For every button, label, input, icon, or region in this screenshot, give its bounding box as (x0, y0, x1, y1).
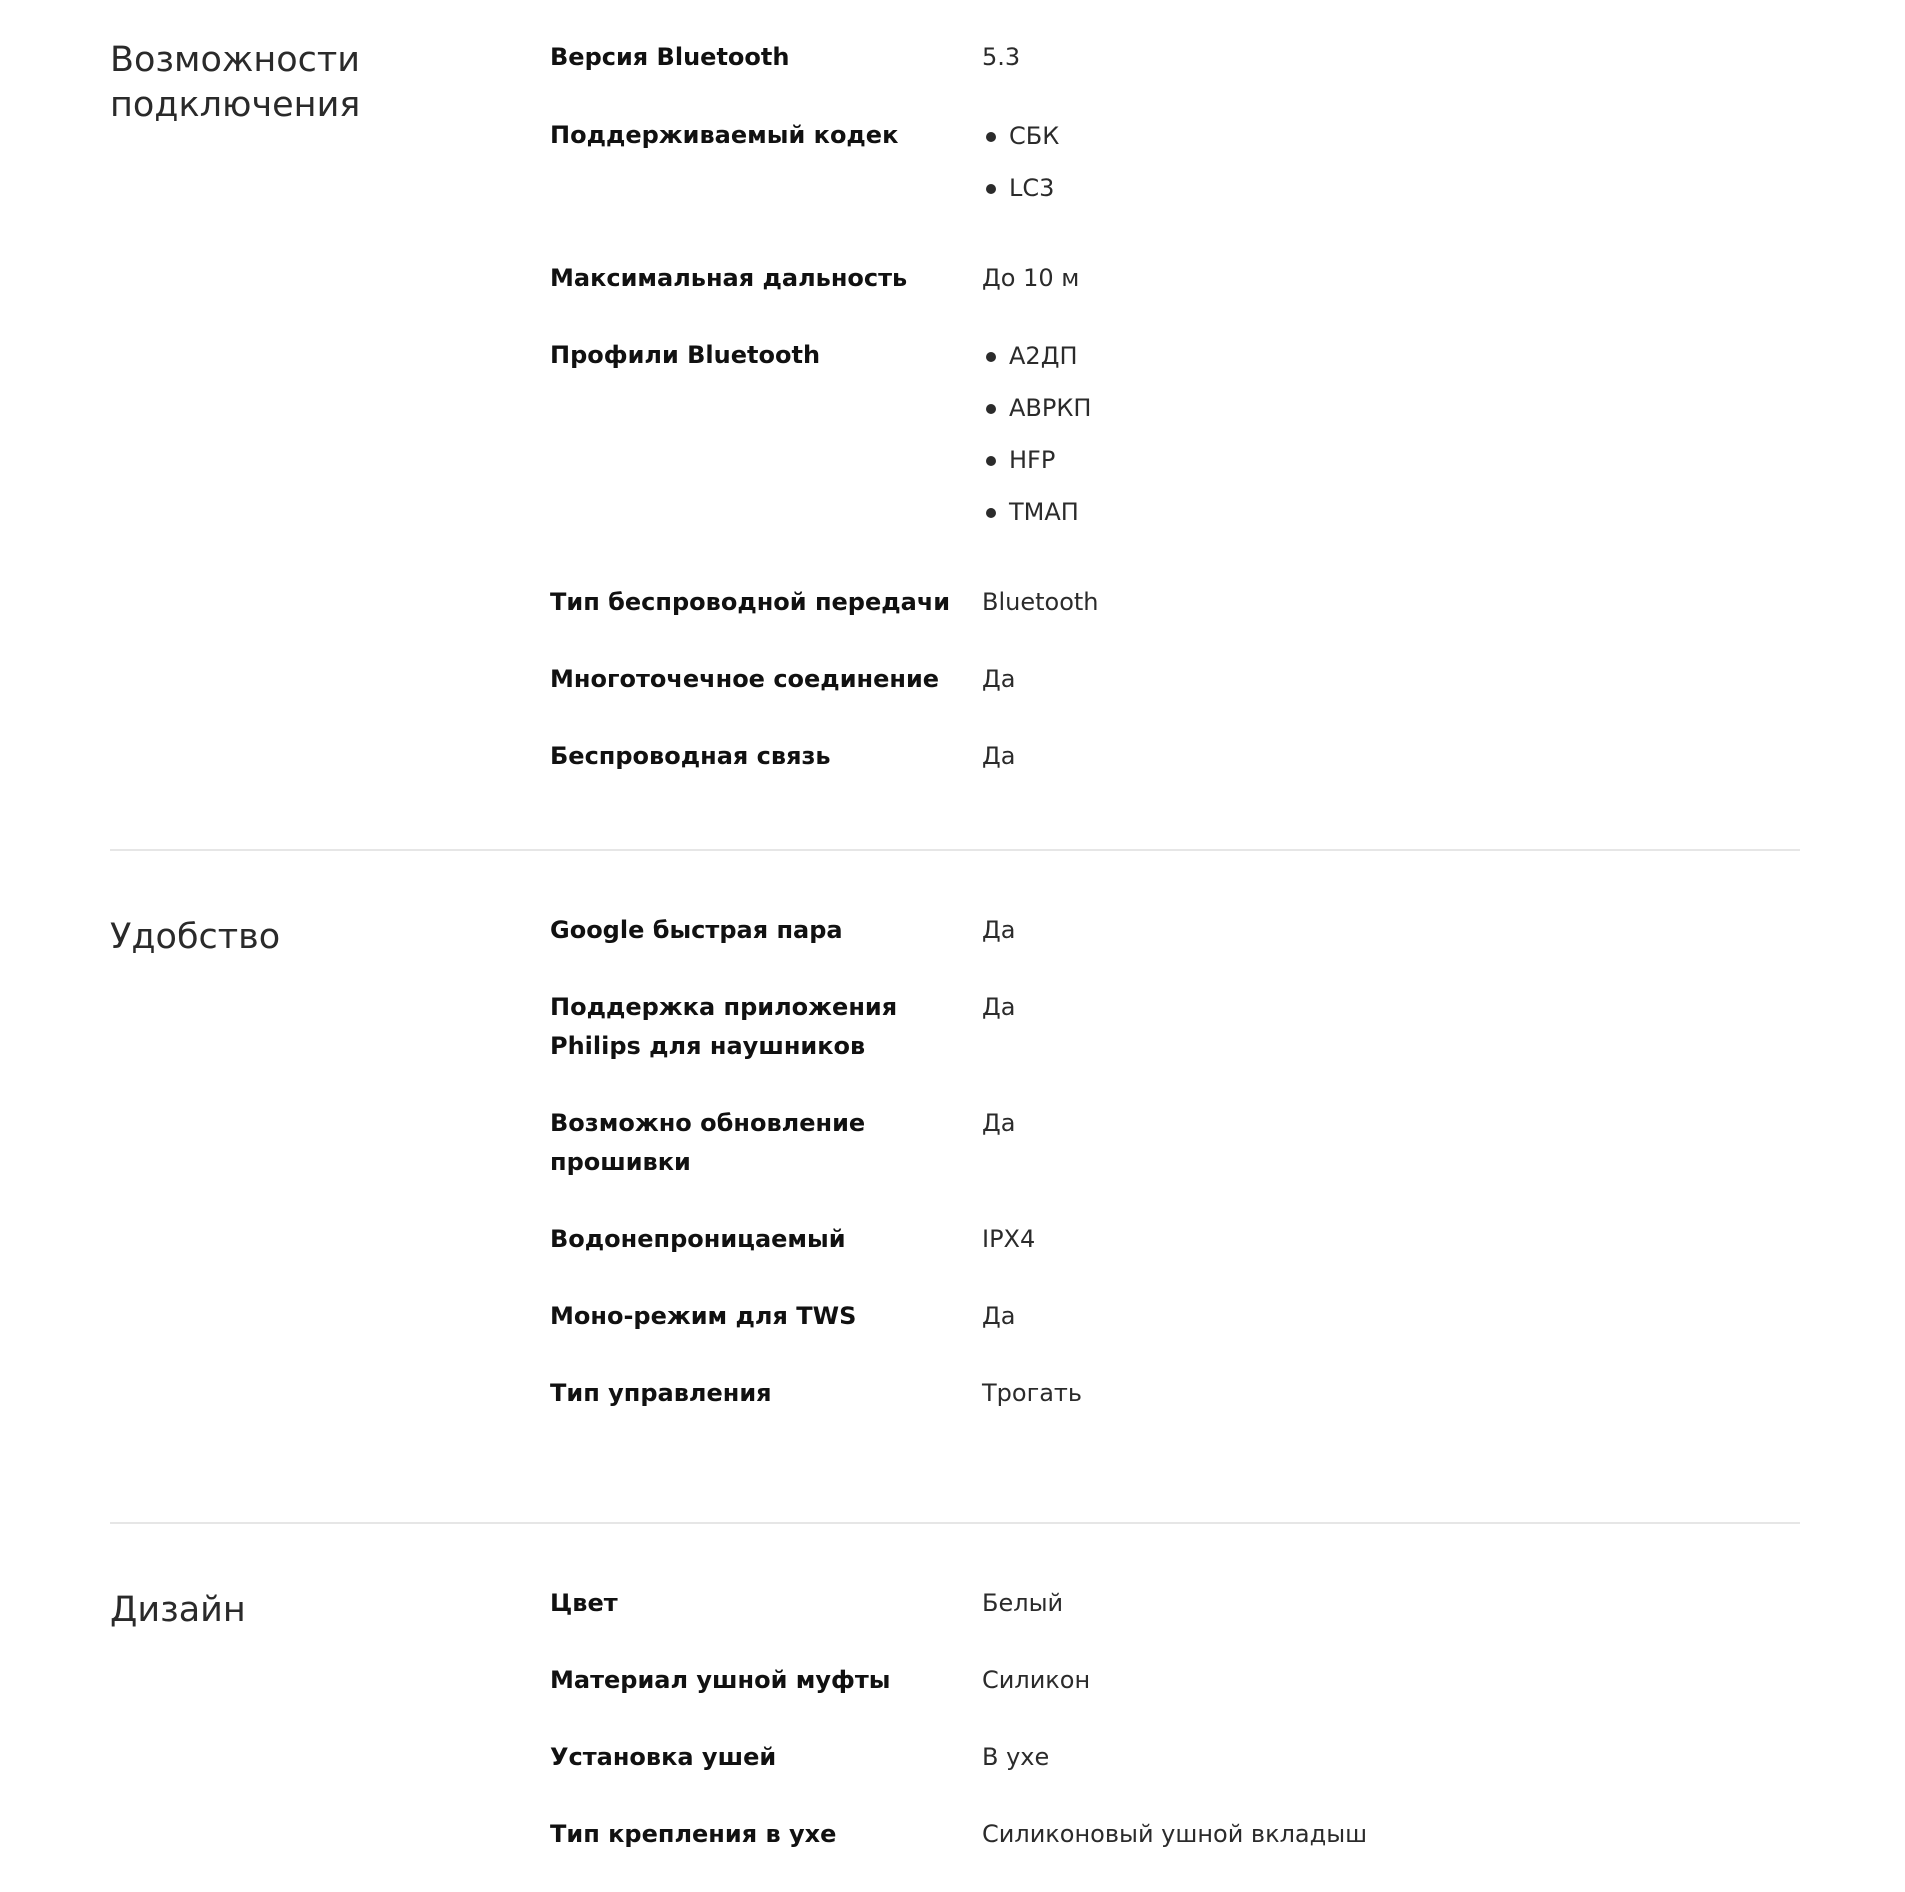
spec-list (550, 38, 1800, 849)
section-connectivity (110, 38, 1800, 849)
spec-value: Силикон (982, 1666, 1091, 1694)
spec-row-ear-attachment (550, 1815, 1800, 1892)
section-title: Возможности подключения (110, 40, 361, 125)
spec-label: Версия Bluetooth (550, 43, 790, 71)
section-title: Удобство (110, 917, 281, 957)
section-convenience (110, 911, 1800, 1486)
section-divider (110, 1522, 1800, 1524)
spec-value: Силиконовый ушной вкладыш (982, 1820, 1368, 1848)
spec-row-bluetooth-version (550, 38, 1800, 116)
specifications (110, 0, 1800, 1892)
spec-row-multipoint (550, 660, 1800, 737)
spec-label: Беспроводная связь (550, 742, 831, 770)
spec-label: Материал ушной муфты (550, 1666, 891, 1694)
spec-label: Google быстрая пара (550, 916, 843, 944)
spec-value: Да (982, 742, 1016, 770)
spec-row-wireless-type (550, 583, 1800, 660)
spec-label: Установка ушей (550, 1743, 777, 1771)
spec-row-app-support (550, 988, 1800, 1104)
spec-value: Да (982, 1109, 1016, 1137)
list-item: АВРКП (982, 382, 1800, 434)
spec-label: Многоточечное соединение (550, 665, 940, 693)
list-item: ТМАП (982, 486, 1800, 538)
list-item: HFP (982, 434, 1800, 486)
spec-value (982, 336, 1800, 538)
spec-row-bt-profiles (550, 336, 1800, 583)
section-divider (110, 849, 1800, 851)
list-item: LC3 (982, 162, 1800, 214)
spec-value: Да (982, 993, 1016, 1021)
spec-row-google-fast-pair (550, 911, 1800, 988)
codec-list (982, 110, 1800, 214)
spec-label: Возможно обновление прошивки (550, 1109, 866, 1176)
spec-value: Белый (982, 1589, 1064, 1617)
spec-value: Трогать (982, 1379, 1083, 1407)
spec-value: Да (982, 665, 1016, 693)
spec-list (550, 911, 1800, 1486)
spec-label: Тип крепления в ухе (550, 1820, 837, 1848)
spec-row-ear-fit (550, 1738, 1800, 1815)
spec-row-color (550, 1584, 1800, 1661)
spec-label: Максимальная дальность (550, 264, 908, 292)
spec-value: Да (982, 1302, 1016, 1330)
spec-label: Поддержка приложения Philips для наушников (550, 993, 898, 1060)
spec-row-mono-mode (550, 1297, 1800, 1374)
spec-row-waterproof (550, 1220, 1800, 1297)
spec-row-codec (550, 116, 1800, 259)
spec-row-wireless (550, 737, 1800, 849)
spec-label: Тип беспроводной передачи (550, 588, 951, 616)
spec-label: Водонепроницаемый (550, 1225, 846, 1253)
spec-label: Цвет (550, 1589, 618, 1617)
spec-value: В ухе (982, 1743, 1050, 1771)
spec-row-ear-cup-material (550, 1661, 1800, 1738)
spec-value: 5.3 (982, 43, 1021, 71)
spec-row-control-type (550, 1374, 1800, 1486)
spec-value: Bluetooth (982, 588, 1099, 616)
spec-label: Тип управления (550, 1379, 772, 1407)
spec-row-max-range (550, 259, 1800, 336)
list-item: А2ДП (982, 330, 1800, 382)
spec-label: Моно-режим для TWS (550, 1302, 857, 1330)
section-title: Дизайн (110, 1590, 246, 1630)
profiles-list (982, 330, 1800, 538)
section-design (110, 1584, 1800, 1892)
spec-label: Профили Bluetooth (550, 341, 821, 369)
spec-value: До 10 м (982, 264, 1080, 292)
spec-value (982, 116, 1800, 214)
spec-value: Да (982, 916, 1016, 944)
spec-row-firmware-update (550, 1104, 1800, 1220)
spec-value: IPX4 (982, 1225, 1036, 1253)
spec-label: Поддерживаемый кодек (550, 121, 899, 149)
list-item: СБК (982, 110, 1800, 162)
spec-list (550, 1584, 1800, 1892)
